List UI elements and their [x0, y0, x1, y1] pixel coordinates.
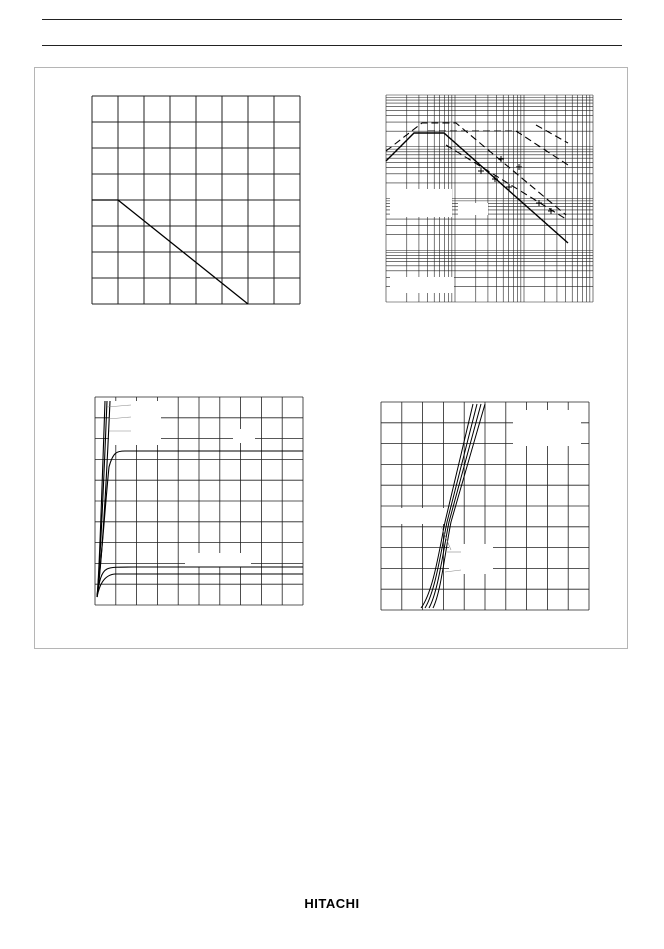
soa-label-box: [390, 189, 452, 217]
label-box: [233, 429, 255, 443]
power-vs-temperature-chart: [92, 96, 300, 304]
chart-grid: [92, 96, 300, 304]
label-box: [185, 553, 251, 567]
soa-label-box: [390, 277, 454, 293]
label-boxes: [109, 401, 255, 567]
label-box: [109, 401, 161, 445]
output-curve: [97, 451, 303, 597]
label-box: [513, 410, 581, 446]
label-box: [449, 544, 493, 574]
output-curve: [97, 574, 303, 597]
safe-operating-area-chart: [386, 95, 594, 302]
header-rule-bottom: [42, 45, 622, 46]
output-curve: [97, 567, 303, 597]
dc-operation-line: [386, 133, 568, 243]
pulse-marker: [478, 168, 484, 174]
soa-label-box: [458, 203, 488, 215]
pulse-line-4: [536, 125, 568, 143]
hitachi-logo: HITACHI: [304, 896, 360, 911]
label-boxes: [401, 410, 581, 574]
output-curve: [97, 401, 105, 597]
pulse-markers: [478, 156, 554, 214]
header-rule-top: [42, 19, 622, 20]
pulse-line-2: [428, 131, 568, 165]
transfer-characteristics-chart: [381, 402, 589, 610]
label-box: [401, 508, 445, 524]
output-characteristics-chart: [95, 397, 303, 605]
